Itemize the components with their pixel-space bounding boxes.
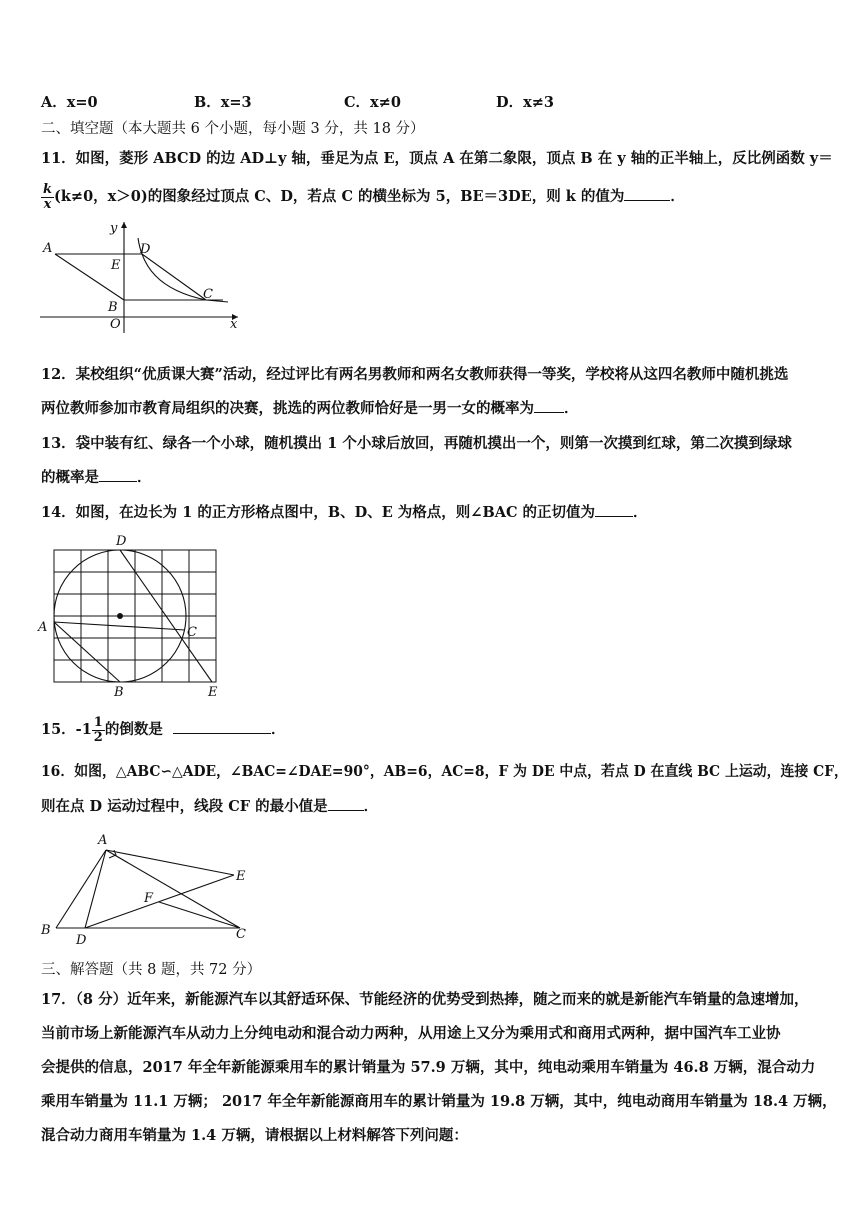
q11-hyperbola — [138, 238, 228, 302]
q14-grid — [54, 550, 216, 682]
q15-answer-blank[interactable] — [173, 719, 271, 734]
q17-line3: 会提供的信息，2017 年全年新能源乘用车的累计销量为 57.9 万辆，其中，纯电动乘用车销量为 46.8 万辆，混合动力 — [41, 1059, 816, 1076]
q15-text: 的倒数是 — [104, 721, 163, 738]
q17-line1: 17．（8 分）近年来，新能源汽车以其舒适环保、节能经济的优势受到热捧，随之而来的就是新能汽车销量的急速增加， — [41, 991, 809, 1008]
q11-line2 — [41, 180, 838, 214]
q11-fraction — [41, 183, 54, 212]
q11-frac-den: x — [43, 196, 52, 212]
option-a: A．x=0 — [41, 94, 98, 111]
section-2-title: 二、填空题（本大题共 6 个小题，每小题 3 分，共 18 分） — [41, 121, 425, 137]
q16-line-ad — [85, 850, 106, 928]
q14-label-d: D — [116, 534, 127, 549]
q14-text: 14．如图，在边长为 1 的正方形格点图中，B、D、E 为格点，则∠BAC 的正切值为 — [41, 504, 596, 521]
q14-figure — [36, 530, 236, 700]
q11-side-dc — [142, 254, 206, 300]
q11-y-arrow — [121, 222, 127, 228]
q11-end: ． — [670, 188, 685, 205]
q16-line-ac — [106, 850, 240, 928]
q16-label-c: C — [236, 927, 246, 942]
q11-frac-num: k — [43, 181, 53, 197]
q15-prefix: 15．-1 — [41, 721, 92, 738]
q16-label-d: D — [76, 933, 87, 946]
q13-end: ． — [137, 469, 152, 486]
q17-line5: 混合动力商用车销量为 1.4 万辆，请根据以上材料解答下列问题： — [41, 1127, 468, 1144]
q11-line2-text: (k≠0，x＞0)的图象经过顶点 C、D，若点 C 的横坐标为 5，BE＝3DE，则 k 的值为 — [54, 188, 625, 205]
q17-line4: 乘用车销量为 11.1 万辆； 2017 年全年新能源商用车的累计销量为 19.8 万辆，其中，纯电动商用车销量为 18.4 万辆， — [41, 1093, 837, 1110]
q13-line2 — [41, 467, 838, 488]
option-c: C．x≠0 — [344, 94, 401, 111]
q16-label-f: F — [144, 891, 154, 906]
q14-answer-blank[interactable] — [595, 502, 633, 517]
q15-end: ． — [270, 721, 286, 738]
q11-label-c: C — [203, 287, 213, 302]
q16-line2 — [41, 796, 838, 817]
q15-frac-num: 1 — [93, 714, 103, 730]
option-b: B．x=3 — [194, 94, 252, 111]
q12-line1: 12．某校组织“优质课大赛”活动，经过评比有两名男教师和两名女教师获得一等奖，学校将从这四名教师中随机挑选 — [41, 366, 789, 383]
q11-label-a: A — [43, 241, 53, 256]
q12-line2 — [41, 398, 838, 419]
q11-label-e: E — [111, 258, 121, 273]
q11-label-x: x — [230, 317, 238, 332]
q16-line-cf — [159, 902, 240, 928]
section-3-title: 三、解答题（共 8 题，共 72 分） — [41, 962, 262, 978]
q11-label-d: D — [140, 242, 151, 257]
q12-answer-blank[interactable] — [534, 398, 564, 413]
q14-line1 — [41, 502, 838, 523]
q16-end: ． — [363, 798, 379, 815]
q14-label-c: C — [187, 625, 197, 640]
q16-answer-blank[interactable] — [328, 796, 364, 811]
q16-label-a: A — [98, 833, 108, 848]
option-d: D．x≠3 — [496, 94, 554, 111]
q11-answer-blank[interactable] — [624, 186, 670, 201]
q16-line-de — [85, 875, 234, 928]
q14-end: ． — [633, 504, 648, 521]
q16-label-e: E — [236, 869, 246, 884]
q11-label-b: B — [108, 300, 118, 315]
q13-line1: 13．袋中装有红、绿各一个小球，随机摸出 1 个小球后放回，再随机摸出一个，则第一次摸到红球，第二次摸到绿球 — [41, 435, 792, 452]
q16-label-b: B — [41, 923, 51, 938]
q14-label-a: A — [38, 620, 48, 635]
q11-label-o: O — [110, 317, 121, 332]
q14-label-e: E — [208, 685, 218, 700]
q15-fraction — [92, 716, 105, 745]
q16-line-ab — [56, 850, 106, 928]
q14-label-b: B — [114, 685, 124, 700]
q11-line1: 11．如图，菱形 ABCD 的边 AD⊥y 轴，垂足为点 E，顶点 A 在第二象限，顶点 B 在 y 轴的正半轴上，反比例函数 y＝ — [41, 150, 833, 167]
q14-line-ac — [54, 622, 185, 630]
q13-answer-blank[interactable] — [99, 467, 137, 482]
q13-line2-text: 的概率是 — [41, 469, 99, 486]
q16-line2-text: 则在点 D 运动过程中，线段 CF 的最小值是 — [41, 798, 328, 815]
q16-line1: 16．如图，△ABC∽△ADE，∠BAC=∠DAE=90°，AB=6，AC=8，F 为 DE 中点，若点 D 在直线 BC 上运动，连接 CF， — [41, 763, 848, 780]
q12-end: ． — [564, 400, 579, 417]
q16-line-ae — [106, 850, 234, 875]
q15-line — [41, 712, 838, 748]
q11-figure — [38, 216, 253, 334]
q15-frac-den: 2 — [93, 729, 103, 745]
q16-figure — [38, 828, 253, 946]
q11-label-y: y — [110, 221, 118, 236]
q12-line2-text: 两位教师参加市教育局组织的决赛，挑选的两位教师恰好是一男一女的概率为 — [41, 400, 534, 417]
q14-center-dot — [117, 613, 123, 619]
q17-line2: 当前市场上新能源汽车从动力上分纯电动和混合动力两种，从用途上又分为乘用式和商用式两种，据中国汽车工业协 — [41, 1025, 781, 1042]
